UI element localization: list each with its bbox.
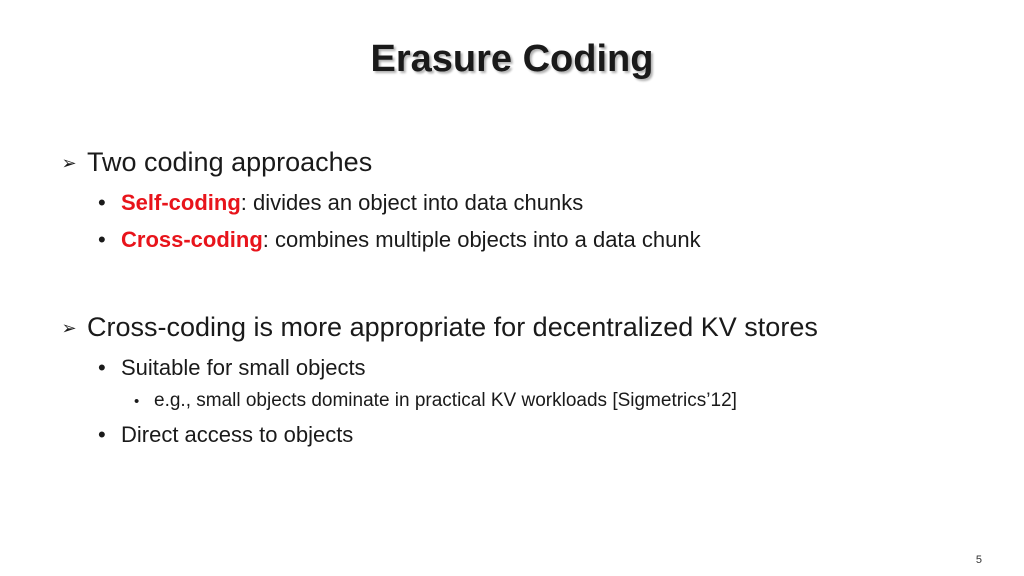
bullet-dot-icon: • bbox=[98, 190, 106, 215]
description-self-coding: : divides an object into data chunks bbox=[240, 190, 584, 215]
sub-list-item-example bbox=[134, 390, 737, 412]
bullet-dot-icon: • bbox=[98, 355, 106, 380]
item-suitable-text: Suitable for small objects bbox=[121, 355, 366, 380]
description-cross-coding: : combines multiple objects into a data chunk bbox=[262, 227, 701, 252]
slide-title: Erasure Coding bbox=[370, 38, 654, 80]
arrow-bullet-icon: ➢ bbox=[61, 318, 77, 338]
term-self-coding: Self-coding bbox=[121, 190, 241, 215]
section2-heading-row bbox=[58, 312, 818, 343]
section2-heading: Cross-coding is more appropriate for decentralized KV stores bbox=[87, 312, 818, 342]
term-cross-coding: Cross-coding bbox=[121, 227, 263, 252]
list-item-suitable bbox=[98, 355, 366, 381]
bullet-dot-icon: • bbox=[98, 227, 106, 252]
page-number: 5 bbox=[975, 554, 982, 566]
section1-heading-row bbox=[58, 147, 372, 178]
list-item-cross-coding bbox=[98, 227, 701, 253]
section1-heading: Two coding approaches bbox=[87, 147, 373, 177]
list-item-direct-access bbox=[98, 422, 353, 448]
arrow-bullet-icon: ➢ bbox=[61, 153, 77, 173]
bullet-dot-icon: • bbox=[98, 422, 106, 447]
sub-item-example-text: e.g., small objects dominate in practical KV workloads [Sigmetrics’12] bbox=[154, 390, 737, 411]
list-item-self-coding bbox=[98, 190, 583, 216]
bullet-dot-icon: • bbox=[134, 393, 140, 410]
item-direct-access-text: Direct access to objects bbox=[121, 422, 354, 447]
